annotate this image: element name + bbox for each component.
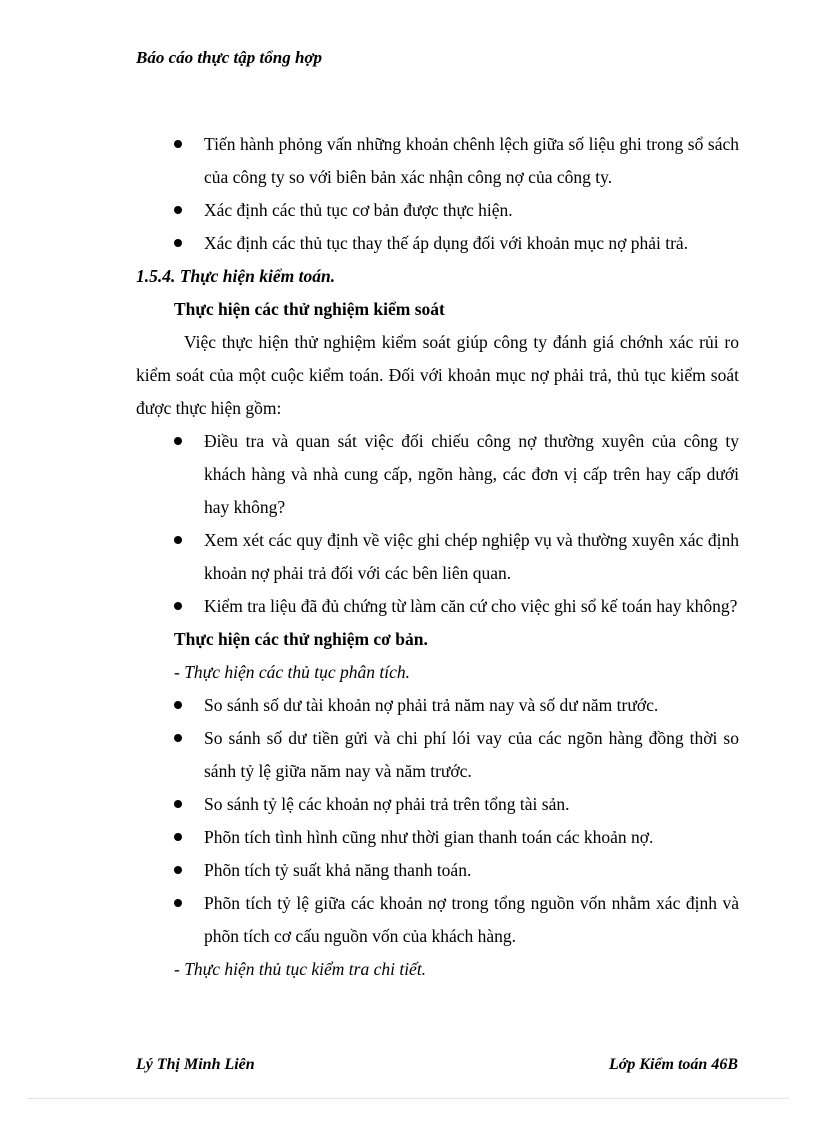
- list-item: [136, 821, 739, 854]
- bullet-icon: [174, 206, 182, 214]
- bullet-icon: [174, 701, 182, 709]
- list-item-text: Tiến hành phỏng vấn những khoản chênh lệch giữa số liệu ghi trong sổ sách của công ty so với biên bản xác nhận công nợ của công ty.: [204, 134, 739, 187]
- detail-tests-label: - Thực hiện thủ tục kiểm tra chi tiết.: [174, 959, 427, 979]
- list-item: [136, 788, 739, 821]
- list-item-text: Điều tra và quan sát việc đối chiếu công nợ thường xuyên của công ty khách hàng và nhà cung cấp, ngõn hàng, các đơn vị cấp trên hay cấp dưới hay không?: [204, 431, 739, 517]
- bullet-icon: [174, 866, 182, 874]
- footer-class: Lớp Kiểm toán 46B: [608, 1056, 738, 1073]
- list-item: [136, 227, 739, 260]
- list-item-text: So sánh tỷ lệ các khoản nợ phải trả trên tổng tài sản.: [204, 794, 570, 814]
- bullet-icon: [174, 140, 182, 148]
- page-bottom-divider: [28, 1098, 788, 1099]
- list-item-text: So sánh số dư tiền gửi và chi phí lói vay của các ngõn hàng đồng thời so sánh tỷ lệ giữa năm nay và năm trước.: [204, 728, 739, 781]
- list-item-text: Kiểm tra liệu đã đủ chứng từ làm căn cứ cho việc ghi sổ kế toán hay không?: [204, 596, 738, 616]
- list-item: [136, 524, 739, 590]
- list-item: [136, 590, 739, 623]
- bullet-icon: [174, 239, 182, 247]
- footer-author: Lý Thị Minh Liên: [136, 1056, 255, 1073]
- list-item-text: Xác định các thủ tục thay thế áp dụng đối với khoản mục nợ phải trả.: [204, 233, 689, 253]
- list-item: [136, 194, 739, 227]
- analytical-procedures-label: - Thực hiện các thủ tục phân tích.: [174, 662, 411, 682]
- bullet-icon: [174, 833, 182, 841]
- list-item: [136, 854, 739, 887]
- page-header-title: Báo cáo thực tập tổng hợp: [136, 48, 323, 67]
- list-item-text: So sánh số dư tài khoản nợ phải trả năm nay và số dư năm trước.: [204, 695, 659, 715]
- list-item-text: Phõn tích tỷ suất khả năng thanh toán.: [204, 860, 472, 880]
- bullet-icon: [174, 899, 182, 907]
- list-item-text: Xác định các thủ tục cơ bản được thực hiện.: [204, 200, 513, 220]
- control-tests-heading: Thực hiện các thử nghiệm kiểm soát: [174, 299, 445, 319]
- list-item: [136, 425, 739, 524]
- list-item: [136, 128, 739, 194]
- list-item-text: Phõn tích tình hình cũng như thời gian thanh toán các khoản nợ.: [204, 827, 654, 847]
- bullet-icon: [174, 437, 182, 445]
- list-item-text: Xem xét các quy định về việc ghi chép nghiệp vụ và thường xuyên xác định khoản nợ phải trả đối với các bên liên quan.: [204, 530, 739, 583]
- section-heading: 1.5.4. Thực hiện kiểm toán.: [136, 266, 336, 286]
- control-tests-paragraph: Việc thực hiện thử nghiệm kiểm soát giúp công ty đánh giá chớnh xác rủi ro kiểm soát của một cuộc kiểm toán. Đối với khoản mục nợ phải trả, thủ tục kiểm soát được thực hiện gồm:: [136, 332, 739, 418]
- bullet-icon: [174, 734, 182, 742]
- list-item: [136, 689, 739, 722]
- bullet-icon: [174, 800, 182, 808]
- bullet-icon: [174, 536, 182, 544]
- list-item: [136, 722, 739, 788]
- document-body: [136, 128, 739, 986]
- substantive-tests-heading: Thực hiện các thử nghiệm cơ bản.: [174, 629, 428, 649]
- list-item: [136, 887, 739, 953]
- list-item-text: Phõn tích tỷ lệ giữa các khoản nợ trong tổng nguồn vốn nhằm xác định và phõn tích cơ cấu nguồn vốn của khách hàng.: [204, 893, 739, 946]
- bullet-icon: [174, 602, 182, 610]
